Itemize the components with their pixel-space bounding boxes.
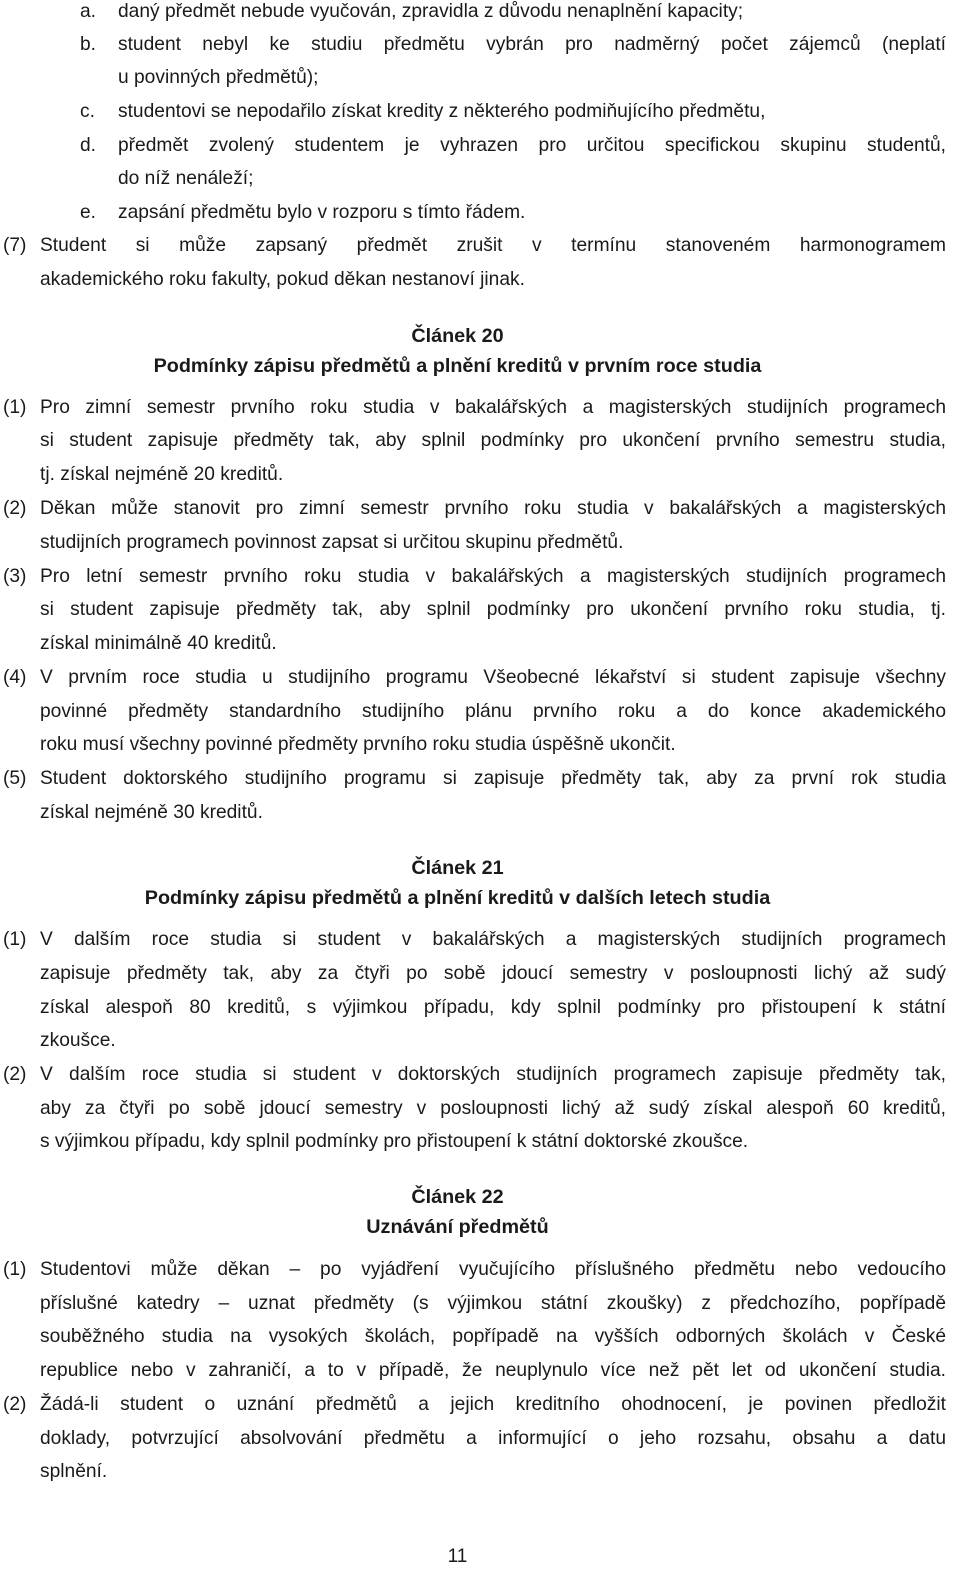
paragraph-number: (5)	[3, 768, 27, 789]
article-title: Podmínky zápisu předmětů a plnění kreditů v dalších letech studia	[144, 887, 771, 909]
list-text: student nebyl ke studiu předmětu vybrán pro nadměrný počet zájemců (neplatí	[118, 34, 946, 55]
paragraph-text: V prvním roce studia u studijního programu Všeobecné lékařství si student zapisuje všechny	[40, 667, 946, 688]
paragraph-number: (2)	[3, 1394, 27, 1415]
list-marker: a.	[80, 1, 97, 22]
paragraph-number: (1)	[3, 929, 27, 950]
paragraph-text: V dalším roce studia si student v bakalářských a magisterských studijních programech	[40, 929, 946, 950]
paragraph-text: doklady, potvrzující absolvování předmětu a informující o jeho rozsahu, obsahu a datu	[40, 1428, 946, 1449]
paragraph-text: Děkan může stanovit pro zimní semestr prvního roku studia v bakalářských a magisterských	[40, 498, 946, 519]
page-number: 11	[447, 1546, 468, 1567]
article-title: Uznávání předmětů	[366, 1216, 549, 1238]
paragraph-text: Studentovi může děkan – po vyjádření vyučujícího příslušného předmětu nebo vedoucího	[40, 1259, 946, 1280]
paragraph-text: si student zapisuje předměty tak, aby splnil podmínky pro ukončení prvního semestru studia,	[40, 430, 946, 451]
paragraph-text: s výjimkou případu, kdy splnil podmínky pro přistoupení k státní doktorské zkoušce.	[40, 1131, 749, 1152]
paragraph-text: Žádá-li student o uznání předmětů a jejich kreditního ohodnocení, je povinen předložit	[40, 1394, 946, 1415]
list-text: u povinných předmětů);	[118, 67, 319, 88]
paragraph-text: Student si může zapsaný předmět zrušit v termínu stanoveném harmonogramem	[40, 235, 946, 256]
paragraph-text: povinné předměty standardního studijního plánu prvního roku a do konce akademického	[40, 701, 946, 722]
paragraph-number: (1)	[3, 397, 27, 418]
paragraph-text: Pro letní semestr prvního roku studia v bakalářských a magisterských studijních programech	[40, 566, 946, 587]
paragraph-text: studijních programech povinnost zapsat si určitou skupinu předmětů.	[40, 532, 624, 553]
paragraph-text: tj. získal nejméně 20 kreditů.	[40, 464, 284, 485]
article-title: Podmínky zápisu předmětů a plnění kreditů v prvním roce studia	[153, 355, 762, 377]
list-text: do níž nenáleží;	[118, 168, 254, 189]
paragraph-text: získal minimálně 40 kreditů.	[40, 633, 277, 654]
list-text: studentovi se nepodařilo získat kredity z některého podmiňujícího předmětu,	[118, 101, 766, 122]
paragraph-text: aby za čtyři po sobě jdoucí semestry v posloupnosti lichý až sudý získal alespoň 60 kreditů,	[40, 1098, 946, 1119]
paragraph-text: republice nebo v zahraničí, a to v případě, že neuplynulo více než pět let od ukončení studia.	[40, 1360, 946, 1381]
article-number: Článek 22	[411, 1186, 504, 1208]
list-marker: c.	[80, 101, 95, 122]
paragraph-number: (1)	[3, 1259, 27, 1280]
paragraph-text: V dalším roce studia si student v doktorských studijních programech zapisuje předměty tak,	[40, 1064, 946, 1085]
paragraph-text: Pro zimní semestr prvního roku studia v bakalářských a magisterských studijních programech	[40, 397, 946, 418]
list-marker: e.	[80, 202, 97, 223]
paragraph-text: příslušné katedry – uznat předměty (s výjimkou státní zkoušky) z předchozího, popřípadě	[40, 1293, 946, 1314]
paragraph-text: zkoušce.	[40, 1030, 116, 1051]
paragraph-text: zapisuje předměty tak, aby za čtyři po sobě jdoucí semestry v posloupnosti lichý až sudý	[40, 963, 946, 984]
paragraph-number: (7)	[3, 235, 27, 256]
article-number: Článek 21	[411, 857, 504, 879]
paragraph-number: (2)	[3, 1064, 27, 1085]
paragraph-text: si student zapisuje předměty tak, aby splnil podmínky pro ukončení prvního roku studia, tj.	[40, 599, 946, 620]
paragraph-text: souběžného studia na vysokých školách, popřípadě na vyšších odborných školách v České	[40, 1326, 946, 1347]
paragraph-text: získal nejméně 30 kreditů.	[40, 802, 263, 823]
paragraph-text: získal alespoň 80 kreditů, s výjimkou případu, kdy splnil podmínky pro přistoupení k státní	[40, 997, 946, 1018]
paragraph-text: akademického roku fakulty, pokud děkan nestanoví jinak.	[40, 269, 525, 290]
list-marker: b.	[80, 34, 97, 55]
article-number: Článek 20	[411, 325, 504, 347]
list-text: zapsání předmětu bylo v rozporu s tímto řádem.	[118, 202, 526, 223]
list-marker: d.	[80, 135, 97, 156]
list-text: předmět zvolený studentem je vyhrazen pro určitou specifickou skupinu studentů,	[118, 135, 946, 156]
paragraph-number: (4)	[3, 667, 27, 688]
paragraph-text: roku musí všechny povinné předměty prvního roku studia úspěšně ukončit.	[40, 734, 676, 755]
paragraph-text: splnění.	[40, 1461, 108, 1482]
paragraph-text: Student doktorského studijního programu si zapisuje předměty tak, aby za první rok studia	[40, 768, 946, 789]
list-text: daný předmět nebude vyučován, zpravidla z důvodu nenaplnění kapacity;	[118, 1, 744, 22]
paragraph-number: (2)	[3, 498, 27, 519]
paragraph-number: (3)	[3, 566, 27, 587]
